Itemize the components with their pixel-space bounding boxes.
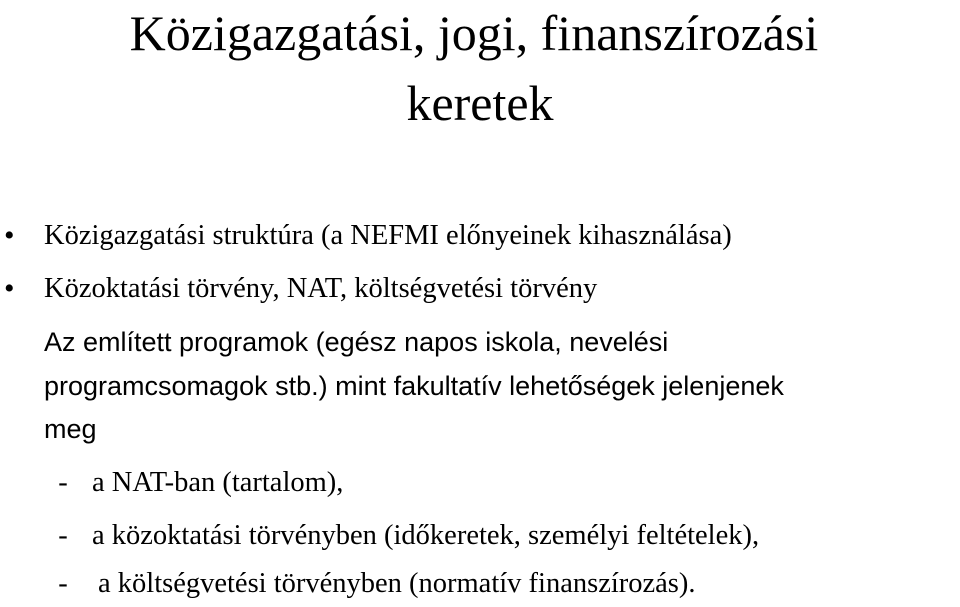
slide-title-line-2: keretek	[406, 75, 554, 131]
paragraph-line: programcsomagok stb.) mint fakultatív lehetőségek jelenjenek	[44, 371, 784, 401]
dash-marker: -	[58, 520, 68, 551]
slide-title-line-1: Közigazgatási, jogi, finanszírozási	[129, 5, 819, 61]
sublist-text: a NAT-ban (tartalom),	[92, 467, 344, 498]
bullet-dot-icon: •	[4, 219, 15, 252]
paragraph-line: meg	[44, 414, 97, 444]
bullet-dot-icon: •	[4, 272, 15, 305]
slide-title	[0, 0, 960, 138]
bullet-text: Közoktatási törvény, NAT, költségvetési törvény	[44, 273, 598, 304]
dash-marker: -	[58, 568, 68, 599]
dash-marker: -	[58, 467, 68, 498]
bullet-text: Közigazgatási struktúra (a NEFMI előnyeinek kihasználása)	[44, 220, 732, 251]
paragraph-line: Az említett programok (egész napos iskola, nevelési	[44, 327, 669, 357]
sublist-text: a közoktatási törvényben (időkeretek, személyi feltételek),	[92, 520, 760, 551]
sublist-text: a költségvetési törvényben (normatív finanszírozás).	[98, 568, 696, 599]
